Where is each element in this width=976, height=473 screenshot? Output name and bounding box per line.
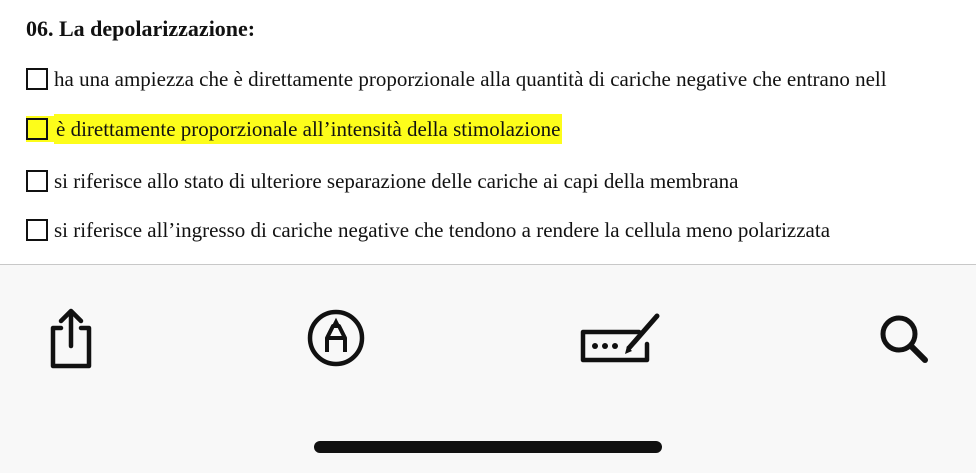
answer-text: si riferisce all’ingresso di cariche negative che tendono a rendere la cellula meno polarizzata <box>54 218 831 242</box>
home-indicator[interactable] <box>314 441 662 453</box>
answer-checkbox[interactable] <box>26 219 48 241</box>
answer-checkbox[interactable] <box>26 68 48 90</box>
answer-text: ha una ampiezza che è direttamente proporzionale alla quantità di cariche negative che entrano nell <box>54 67 887 91</box>
signature-icon <box>577 308 667 368</box>
signature-button[interactable] <box>576 303 668 373</box>
checkbox-wrap <box>26 168 54 194</box>
answer-text: è direttamente proporzionale all’intensità della stimolazione <box>54 114 562 144</box>
answer-option-4[interactable] <box>26 215 830 245</box>
markup-icon <box>306 308 366 368</box>
checkbox-wrap <box>26 217 54 243</box>
share-button[interactable] <box>36 303 106 373</box>
answer-checkbox[interactable] <box>26 118 48 140</box>
answer-text: si riferisce allo stato di ulteriore separazione delle cariche ai capi della membrana <box>54 169 739 193</box>
answer-option-2[interactable] <box>26 114 562 144</box>
search-icon <box>873 308 933 368</box>
answer-option-3[interactable] <box>26 166 739 196</box>
share-icon <box>43 306 99 370</box>
search-button[interactable] <box>868 303 938 373</box>
bottom-toolbar <box>0 264 976 473</box>
answer-option-1[interactable] <box>26 64 887 94</box>
answer-checkbox[interactable] <box>26 170 48 192</box>
question-title: 06. La depolarizzazione: <box>26 16 256 41</box>
checkbox-wrap <box>26 116 54 142</box>
markup-button[interactable] <box>301 303 371 373</box>
checkbox-wrap <box>26 66 54 92</box>
